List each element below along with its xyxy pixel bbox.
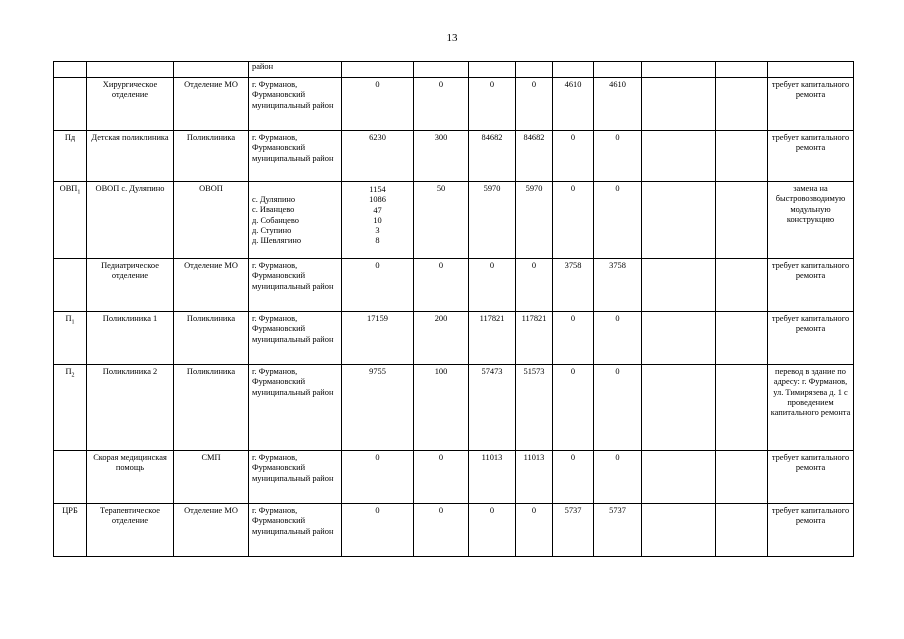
cell-value: 0 [553,365,594,451]
cell-value: 300 [414,131,469,182]
cell-value [716,504,768,557]
cell-value [553,62,594,78]
cell-value: 0 [594,182,642,259]
cell-value [594,62,642,78]
cell-value: 0 [553,451,594,504]
pop-item: 1154 [369,185,386,194]
cell-note: требует капитального ремонта [768,131,854,182]
cell-value: 84682 [516,131,553,182]
cell-note: требует капитального ремонта [768,312,854,365]
table-row [54,451,854,504]
cell-location-list [249,182,342,259]
cell-name: Педиатрическое отделение [87,259,174,312]
cell-location: г. Фурманов, Фурмановский муниципальный район [249,78,342,131]
table-row [54,312,854,365]
table-row [54,131,854,182]
cell-population: 6230 [342,131,414,182]
cell-population: 17159 [342,312,414,365]
cell-note: требует капитального ремонта [768,78,854,131]
cell-value: 0 [516,504,553,557]
pop-item: 3 [375,226,380,235]
cell-value [642,131,716,182]
cell-note: замена на быстровозводимую модульную конструкцию [768,182,854,259]
cell-value: 0 [516,78,553,131]
cell-name: ОВОП с. Дуляпино [87,182,174,259]
cell-value: 5737 [594,504,642,557]
cell-value [716,365,768,451]
cell-value [516,62,553,78]
cell-name: Хирургическое отделение [87,78,174,131]
place-item: с. Дуляпино [252,195,296,204]
place-item: с. Иванцево [252,205,295,215]
cell-value: 5737 [553,504,594,557]
cell-value: 84682 [469,131,516,182]
place-item: д. Ступино [252,225,292,235]
cell-value: 51573 [516,365,553,451]
cell-value: 117821 [469,312,516,365]
cell-type: СМП [174,451,249,504]
place-item: д. Собанцево [252,215,299,225]
cell-value: 4610 [594,78,642,131]
cell-type: Отделение МО [174,78,249,131]
cell-value: 0 [553,131,594,182]
cell-value [716,62,768,78]
cell-code [54,62,87,78]
cell-population: 0 [342,259,414,312]
cell-value: 3758 [594,259,642,312]
table-row [54,182,854,259]
cell-note: требует капитального ремонта [768,504,854,557]
cell-type: Поликлиника [174,131,249,182]
cell-code [54,451,87,504]
cell-name: Скорая медицинская помощь [87,451,174,504]
cell-value: 0 [594,312,642,365]
cell-note: требует капитального ремонта [768,259,854,312]
table-row [54,62,854,78]
cell-value [642,78,716,131]
cell-population: 0 [342,451,414,504]
cell-value: 200 [414,312,469,365]
cell-value: 0 [469,78,516,131]
cell-value: 50 [414,182,469,259]
cell-value: 0 [414,451,469,504]
cell-value [642,182,716,259]
cell-location: г. Фурманов, Фурмановский муниципальный район [249,312,342,365]
table-row [54,365,854,451]
cell-value: 0 [414,78,469,131]
cell-value: 11013 [516,451,553,504]
cell-value: 4610 [553,78,594,131]
cell-value: 0 [553,182,594,259]
cell-value [414,62,469,78]
cell-value: 0 [594,365,642,451]
cell-value [716,182,768,259]
cell-value: 0 [594,131,642,182]
cell-location: г. Фурманов, Фурмановский муниципальный район [249,365,342,451]
cell-value: 0 [414,504,469,557]
cell-note: требует капитального ремонта [768,451,854,504]
cell-value: 0 [516,259,553,312]
cell-type: Поликлиника [174,312,249,365]
cell-value: 3758 [553,259,594,312]
cell-code: $П_2$ [54,365,87,451]
cell-value: 0 [594,451,642,504]
cell-location: район [249,62,342,78]
cell-value [716,131,768,182]
cell-note [768,62,854,78]
cell-name [87,62,174,78]
cell-type: Отделение МО [174,259,249,312]
cell-location: г. Фурманов, Фурмановский муниципальный район [249,259,342,312]
cell-value: 57473 [469,365,516,451]
cell-location: г. Фурманов, Фурмановский муниципальный район [249,451,342,504]
cell-value [716,259,768,312]
pop-item: 10 [373,215,382,225]
cell-code [54,259,87,312]
pop-item: 1086 [369,195,386,205]
cell-population: 0 [342,78,414,131]
cell-value: 11013 [469,451,516,504]
cell-value [716,451,768,504]
cell-code: Пд [54,131,87,182]
cell-type: ОВОП [174,182,249,259]
cell-value [469,62,516,78]
cell-location: г. Фурманов, Фурмановский муниципальный район [249,504,342,557]
cell-value [716,78,768,131]
table-row [54,78,854,131]
cell-value [642,259,716,312]
place-item: д. Шевлягино [252,236,302,245]
cell-name: Поликлиника 2 [87,365,174,451]
cell-value: 0 [553,312,594,365]
cell-code: $П_1$ [54,312,87,365]
page-number: 13 [446,32,458,44]
cell-type: Отделение МО [174,504,249,557]
cell-note: перевод в здание по адресу: г. Фурманов, ул. Тимирязева д. 1 с проведением капитального ремонта [768,365,854,451]
cell-value [642,451,716,504]
pop-item: 47 [373,205,382,215]
cell-value: 5970 [516,182,553,259]
cell-location: г. Фурманов, Фурмановский муниципальный район [249,131,342,182]
cell-code: ЦРБ [54,504,87,557]
table-row [54,504,854,557]
table-row [54,259,854,312]
cell-type: Поликлиника [174,365,249,451]
cell-name: Терапевтическое отделение [87,504,174,557]
pop-item: 8 [375,236,380,246]
cell-value: 100 [414,365,469,451]
cell-code: $ОВП_1$ [54,182,87,259]
cell-population [342,62,414,78]
cell-population: 9755 [342,365,414,451]
cell-value [716,312,768,365]
cell-value [642,504,716,557]
cell-population: 0 [342,504,414,557]
cell-value: 0 [469,504,516,557]
cell-value: 117821 [516,312,553,365]
cell-value [642,312,716,365]
facilities-table [53,61,854,557]
cell-name: Поликлиника 1 [87,312,174,365]
cell-value [642,62,716,78]
cell-name: Детская поликлиника [87,131,174,182]
cell-value: 0 [469,259,516,312]
cell-value: 0 [414,259,469,312]
cell-type [174,62,249,78]
cell-value: 5970 [469,182,516,259]
cell-value [642,365,716,451]
cell-code [54,78,87,131]
cell-population-list [342,182,414,259]
